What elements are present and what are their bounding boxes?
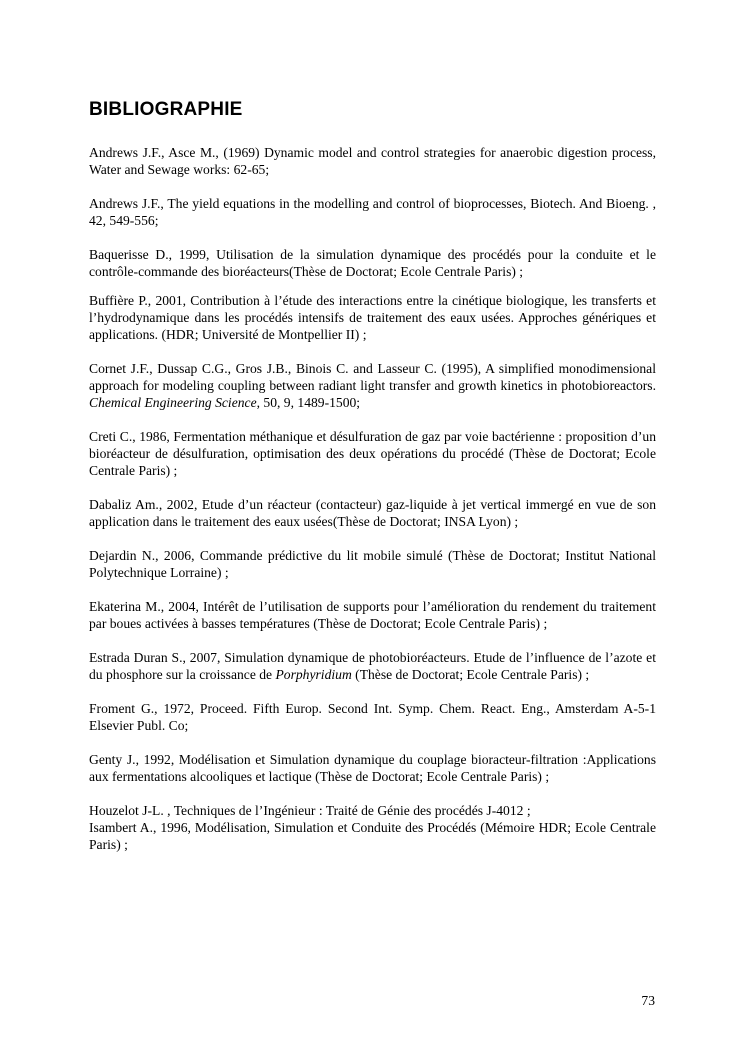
reference-creti-1986: Creti C., 1986, Fermentation méthanique et désulfuration de gaz par voie bactérienne : proposition d’un bioréacteur de désulfuration, optimisation des deux opérations du procédé (Thèse de Doctorat; Ecole Centrale Paris) ; — [89, 429, 656, 478]
reference-cornet-1995 — [89, 360, 656, 411]
reference-estrada-species: Porphyridium — [275, 667, 352, 682]
bibliography-page — [89, 98, 656, 870]
reference-baquerisse-1999: Baquerisse D., 1999, Utilisation de la simulation dynamique des procédés pour la conduite et le contrôle-commande des bioréacteurs(Thèse de Doctorat; Ecole Centrale Paris) ; — [89, 247, 656, 279]
page-title: BIBLIOGRAPHIE — [89, 99, 243, 120]
reference-buffiere-2001: Buffière P., 2001, Contribution à l’étude des interactions entre la cinétique biologique, les transferts et l’hydrodynamique dans les procédés intensifs de traitement des eaux usées. Approches génériques et applications. (HDR; Université de Montpellier II) ; — [89, 293, 656, 342]
reference-dejardin-2006: Dejardin N., 2006, Commande prédictive du lit mobile simulé (Thèse de Doctorat; Institut National Polytechnique Lorraine) ; — [89, 548, 656, 580]
reference-cornet-journal: Chemical Engineering Science — [89, 395, 257, 410]
reference-ekaterina-2004: Ekaterina M., 2004, Intérêt de l’utilisation de supports pour l’amélioration du rendement du traitement par boues activées à basses températures (Thèse de Doctorat; Ecole Centrale Paris) ; — [89, 599, 656, 631]
reference-froment-1972: Froment G., 1972, Proceed. Fifth Europ. Second Int. Symp. Chem. React. Eng., Amsterdam A-5-1 Elsevier Publ. Co; — [89, 701, 656, 733]
reference-cornet-text: Cornet J.F., Dussap C.G., Gros J.B., Binois C. and Lasseur C. (1995), A simplified monodimensional approach for modeling coupling between radiant light transfer and growth kinetics in photobioreactors. — [89, 361, 656, 393]
reference-houzelot: Houzelot J-L. , Techniques de l’Ingénieur : Traité de Génie des procédés J-4012 ; — [89, 803, 531, 818]
page-number: 73 — [641, 993, 655, 1008]
reference-estrada-text: Estrada Duran S., 2007, Simulation dynamique de photobioréacteurs. Etude de l’influence de l’azote et du phosphore sur la croissance de — [89, 650, 656, 682]
reference-andrews-yield: Andrews J.F., The yield equations in the modelling and control of bioprocesses, Biotech. And Bioeng. , 42, 549-556; — [89, 196, 656, 228]
reference-genty-1992: Genty J., 1992, Modélisation et Simulation dynamique du couplage bioracteur-filtration :Applications aux fermentations alcooliques et lactique (Thèse de Doctorat; Ecole Centrale Paris) ; — [89, 752, 656, 784]
reference-dabaliz-2002: Dabaliz Am., 2002, Etude d’un réacteur (contacteur) gaz-liquide à jet vertical immergé en vue de son application dans le traitement des eaux usées(Thèse de Doctorat; INSA Lyon) ; — [89, 497, 656, 529]
reference-cornet-details: , 50, 9, 1489-1500; — [256, 395, 361, 410]
reference-estrada-2007 — [89, 649, 656, 683]
reference-isambert-1996: Isambert A., 1996, Modélisation, Simulation et Conduite des Procédés (Mémoire HDR; Ecole Centrale Paris) ; — [89, 820, 656, 852]
reference-andrews-1969: Andrews J.F., Asce M., (1969) Dynamic model and control strategies for anaerobic digestion process, Water and Sewage works: 62-65; — [89, 145, 656, 177]
reference-estrada-details: (Thèse de Doctorat; Ecole Centrale Paris) ; — [351, 667, 590, 682]
